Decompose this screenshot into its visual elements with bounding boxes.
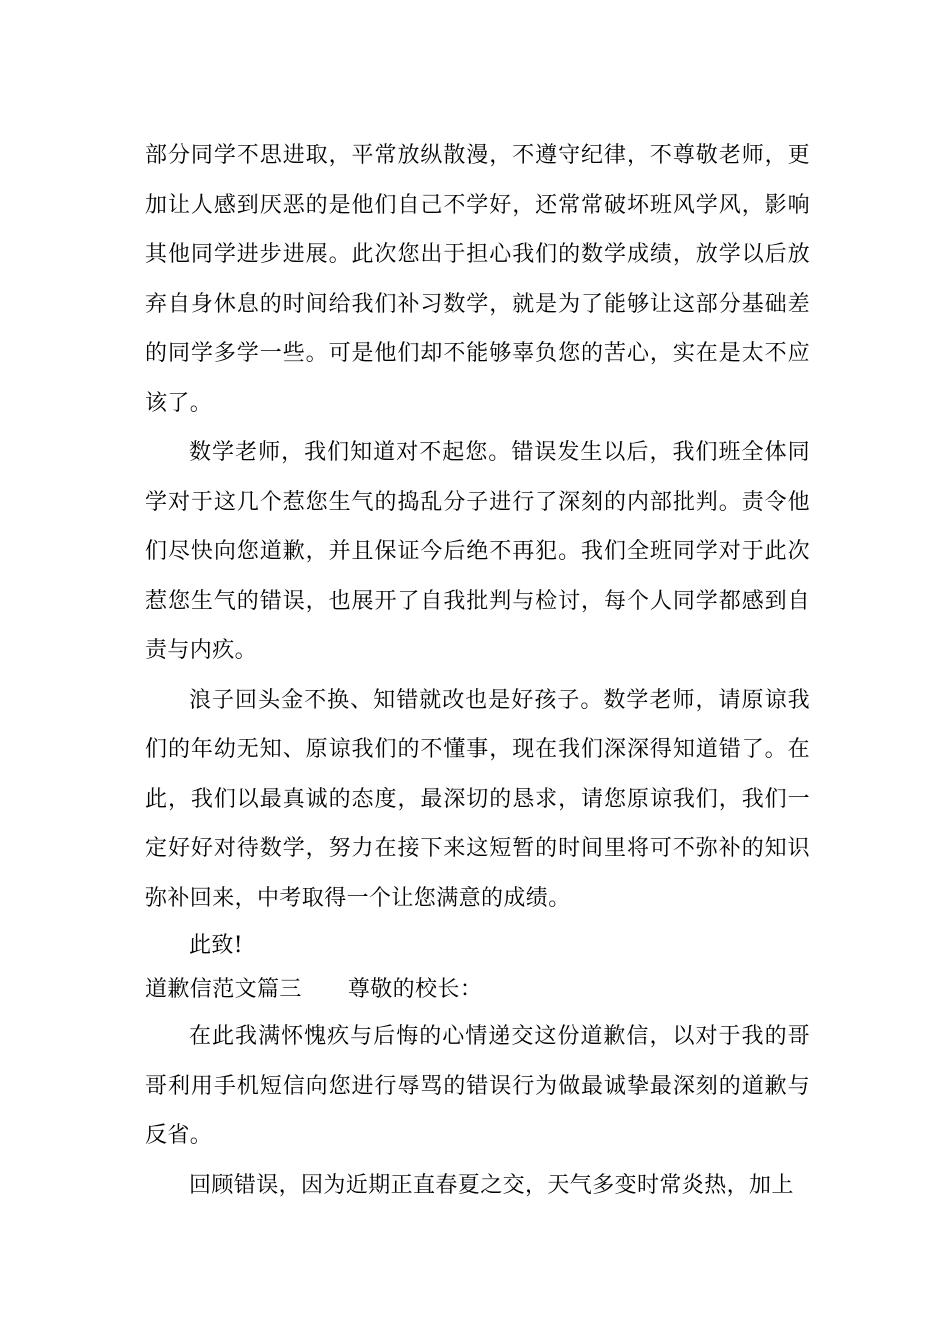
salutation: 尊敬的校长： bbox=[347, 977, 483, 1002]
closing-line: 此致! bbox=[189, 933, 244, 958]
section-title: 道歉信范文篇三 bbox=[145, 977, 302, 1002]
paragraph-3: 浪子回头金不换、知错就改也是好孩子。数学老师，请原谅我们的年幼无知、原谅我们的不懂事，现在我们深深得知道错了。在此，我们以最真诚的态度，最深切的恳求，请您原谅我们，我们一定好好对待数学，努力在接下来这短暂的时间里将可不弥补的知识弥补回来，中考取得一个让您满意的成绩。 bbox=[145, 687, 810, 911]
paragraph-4: 在此我满怀愧疚与后悔的心情递交这份道歉信，以对于我的哥哥利用手机短信向您进行辱骂的错误行为做最诚挚最深刻的道歉与反省。 bbox=[145, 1024, 810, 1148]
paragraph-5: 回顾错误，因为近期正直春夏之交，天气多变时常炎热，加上 bbox=[189, 1172, 794, 1198]
document-body bbox=[145, 131, 810, 1210]
section-heading-line bbox=[145, 968, 810, 1012]
paragraph-2: 数学老师，我们知道对不起您。错误发生以后，我们班全体同学对于这几个惹您生气的捣乱分子进行了深刻的内部批判。责令他们尽快向您道歉，并且保证今后绝不再犯。我们全班同学对于此次惹您生气的错误，也展开了自我批判与检讨，每个人同学都感到自责与内疚。 bbox=[145, 440, 810, 663]
paragraph-1: 部分同学不思进取，平常放纵散漫，不遵守纪律，不尊敬老师，更加让人感到厌恶的是他们自己不学好，还常常破坏班风学风，影响其他同学进步进展。此次您出于担心我们的数学成绩，放学以后放弃自身休息的时间给我们补习数学，就是为了能够让这部分基础差的同学多学一些。可是他们却不能够辜负您的苦心，实在是太不应该了。 bbox=[145, 143, 810, 416]
